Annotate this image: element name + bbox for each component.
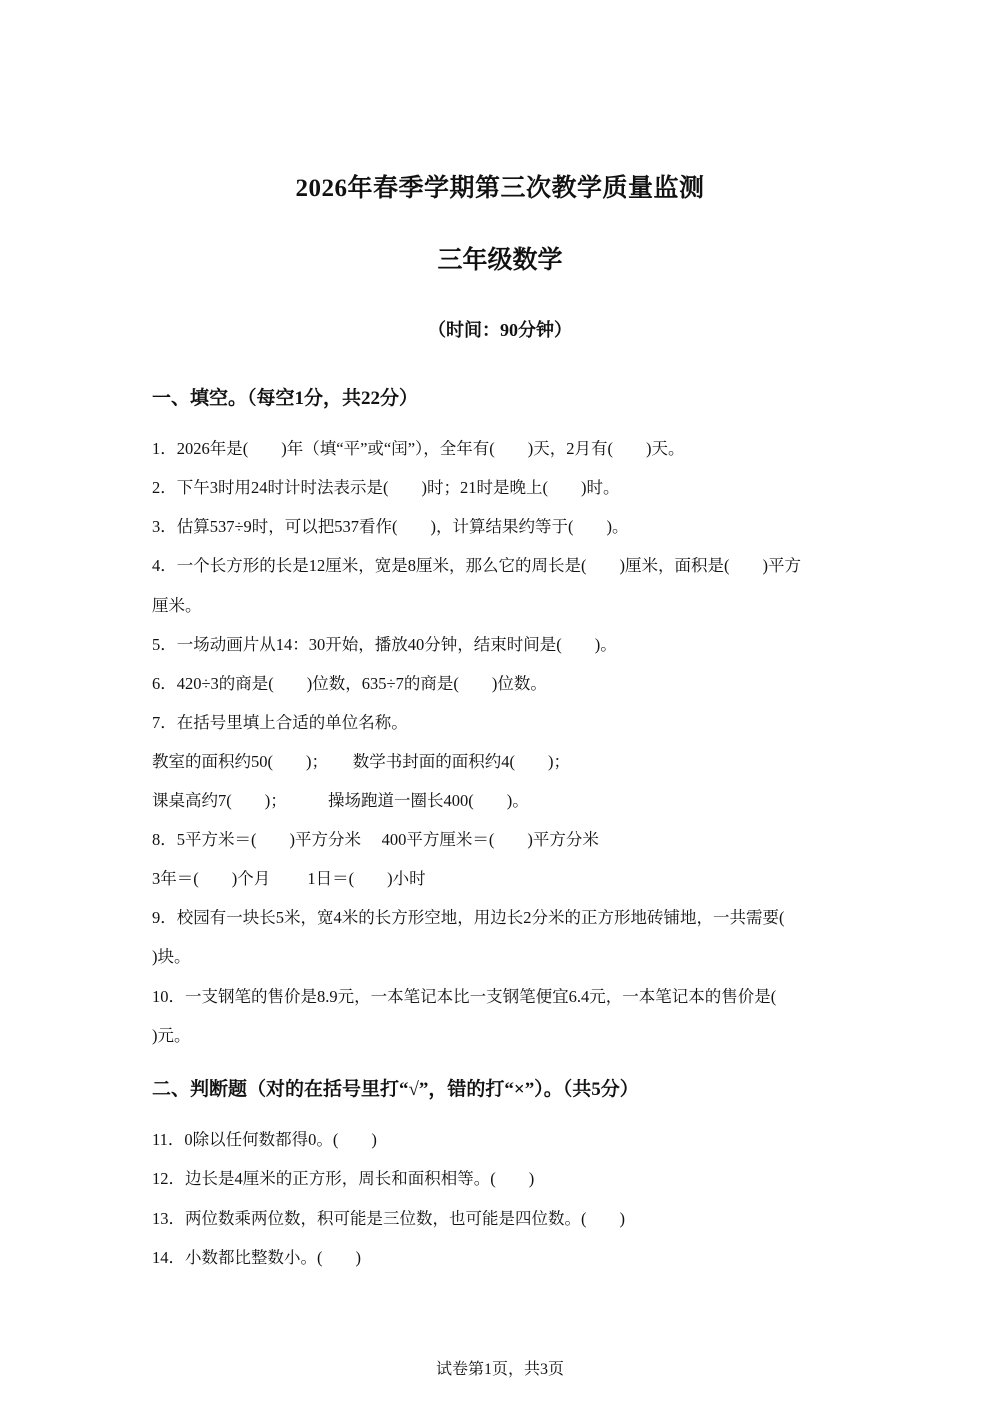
question-line: 1．2026年是( )年（填“平”或“闰”），全年有( )天，2月有( )天。: [152, 439, 685, 458]
question-line: 4．一个长方形的长是12厘米，宽是8厘米，那么它的周长是( )厘米，面积是( )平方: [152, 556, 801, 575]
question-line: 5．一场动画片从14：30开始，播放40分钟，结束时间是( )。: [152, 635, 617, 654]
question-line: 11．0除以任何数都得0。( ): [152, 1130, 377, 1149]
section1-heading: 一、填空。（每空1分，共22分）: [152, 388, 419, 409]
question-line: 3．估算537÷9时，可以把537看作( )，计算结果约等于( )。: [152, 517, 629, 536]
question-line: )元。: [152, 1026, 191, 1045]
question-line: 6．420÷3的商是( )位数，635÷7的商是( )位数。: [152, 674, 547, 693]
exam-time: （时间：90分钟）: [428, 320, 572, 340]
question-line: 9．校园有一块长5米，宽4米的长方形空地，用边长2分米的正方形地砖铺地，一共需要(: [152, 908, 785, 927]
exam-subtitle: 三年级数学: [437, 247, 563, 274]
question-line: 厘米。: [152, 596, 202, 615]
question-line: 14．小数都比整数小。( ): [152, 1248, 361, 1267]
page-number: 试卷第1页，共3页: [435, 1361, 564, 1378]
question-line: 2．下午3时用24时计时法表示是( )时；21时是晚上( )时。: [152, 478, 620, 497]
section2-heading: 二、判断题（对的在括号里打“√”，错的打“×”）。（共5分）: [152, 1079, 639, 1100]
question-line: 教室的面积约50( )； 数学书封面的面积约4( )；: [152, 752, 570, 771]
question-line: 课桌高约7( )； 操场跑道一圈长400( )。: [152, 791, 529, 810]
question-line: 8．5平方米＝( )平方分米 400平方厘米＝( )平方分米: [152, 830, 599, 849]
question-line: 12．边长是4厘米的正方形，周长和面积相等。( ): [152, 1169, 535, 1188]
question-line: )块。: [152, 947, 191, 966]
question-line: 7．在括号里填上合适的单位名称。: [152, 713, 408, 732]
question-line: 13．两位数乘两位数，积可能是三位数，也可能是四位数。( ): [152, 1209, 625, 1228]
exam-title: 2026年春季学期第三次教学质量监测: [295, 175, 705, 202]
question-line: 10．一支钢笔的售价是8.9元，一本笔记本比一支钢笔便宜6.4元，一本笔记本的售价是(: [152, 987, 777, 1006]
question-line: 3年＝( )个月 1日＝( )小时: [152, 869, 426, 888]
